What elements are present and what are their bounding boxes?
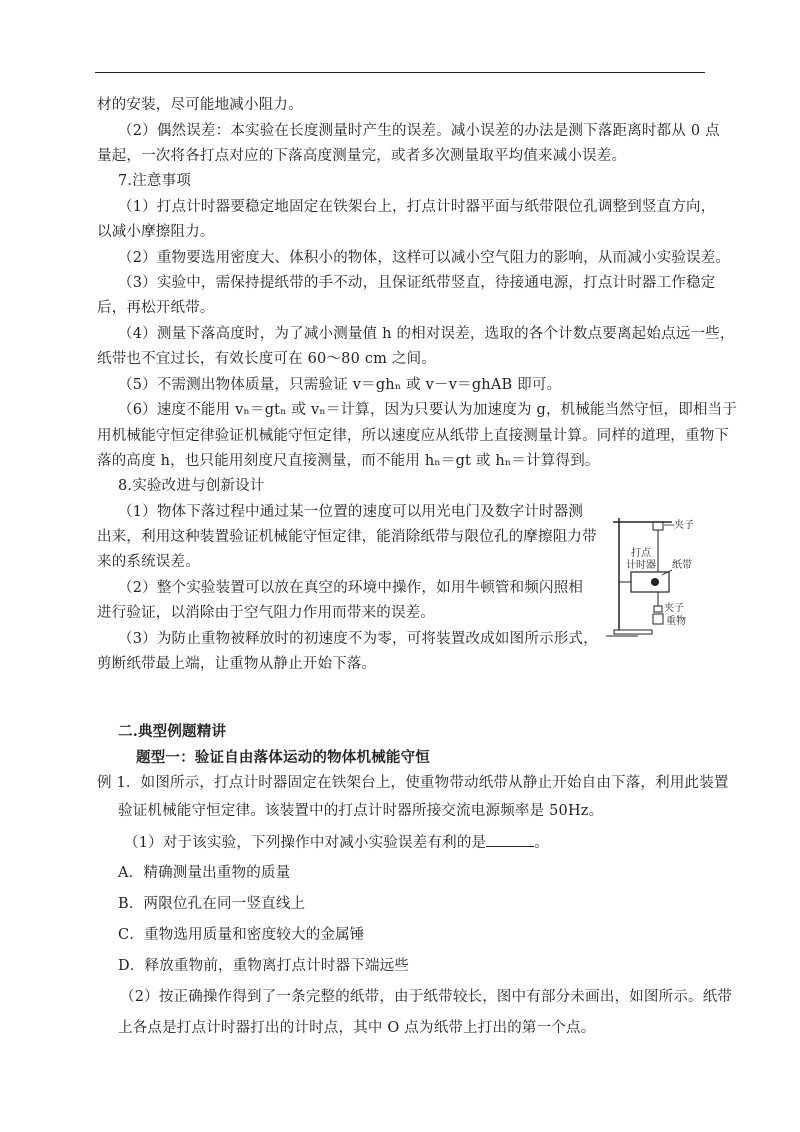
question-2-text: 上各点是打点计时器打出的计时点，其中 O 点为纸带上打出的第一个点。: [118, 1020, 596, 1036]
text-line: 来的系统误差。: [97, 554, 200, 570]
text-line: （2）重物要选用密度大、体积小的物体，这样可以减小空气阻力的影响，从而减小实验误差。: [118, 250, 731, 266]
answer-blank: [486, 832, 534, 847]
apparatus-figure: [598, 510, 710, 638]
weight: [653, 614, 663, 624]
timer-box: [631, 572, 669, 592]
question-1-end: 。: [534, 835, 549, 851]
label-timer: 计时器: [626, 560, 656, 571]
section-title: 二.典型例题精讲: [118, 723, 227, 740]
question-2-text: （2）按正确操作得到了一条完整的纸带，由于纸带较长，图中有部分未画出，如图所示。纸带: [120, 989, 733, 1005]
text-line: 进行验证，以消除由于空气阻力作用而带来的误差。: [97, 605, 436, 621]
text-line: （6）速度不能用 vₙ＝gtₙ 或 vₙ＝计算，因为只要认为加速度为 g，机械能当然守恒，即相当于: [118, 402, 738, 418]
section-heading: 7.注意事项: [118, 173, 192, 189]
label-weight: 重物: [666, 616, 686, 627]
label-clip-bottom: 夹子: [664, 603, 684, 614]
label-timer: 打点: [631, 548, 651, 559]
text-line: （3）实验中，需保持提纸带的手不动，且保证纸带竖直，待接通电源，打点计时器工作稳定: [118, 275, 716, 291]
text-line: （2）整个实验装置可以放在真空的环境中操作，如用牛顿管和频闪照相: [118, 580, 584, 596]
text-line: 用机械能守恒定律验证机械能守恒定律，所以速度应从纸带上直接测量计算。同样的道理，重物下: [97, 428, 730, 444]
option-b: B．两限位孔在同一竖直线上: [118, 896, 306, 912]
label-clip-top: 夹子: [674, 520, 694, 531]
option-a: A．精确测量出重物的质量: [118, 865, 291, 881]
text-line: （1）打点计时器要稳定地固定在铁架台上，打点计时器平面与纸带限位孔调整到竖直方向，: [118, 199, 716, 215]
text-line: （1）物体下落过程中通过某一位置的速度可以用光电门及数字计时器测: [118, 504, 584, 520]
header-rule: [95, 72, 705, 73]
example-text: 验证机械能守恒定律。该装置中的打点计时器所接交流电源频率是 50Hz。: [118, 803, 604, 819]
iron-stand: [606, 518, 672, 636]
text-line: （5）不需测出物体质量，只需验证 v＝ghₙ 或 v－v＝ghAB 即可。: [118, 377, 562, 393]
question-type-title: 题型一：验证自由落体运动的物体机械能守恒: [136, 749, 430, 766]
text-line: 以减小摩擦阻力。: [97, 224, 215, 240]
text-line: （3）为防止重物被释放时的初速度不为零，可将装置改成如图所示形式，: [118, 631, 598, 647]
text-line: （4）测量下落高度时，为了减小测量值 h 的相对误差，选取的各个计数点要离起始点远一些，: [118, 326, 735, 342]
section-heading: 8.实验改进与创新设计: [118, 478, 265, 494]
question-1: [124, 832, 549, 853]
question-1-text: （1）对于该实验，下列操作中对减小实验误差有利的是: [124, 835, 487, 851]
text-line: 材的安装，尽可能地减小阻力。: [97, 97, 303, 113]
option-c: C．重物选用质量和密度较大的金属锤: [118, 927, 365, 943]
option-d: D．释放重物前，重物离打点计时器下端远些: [118, 958, 410, 974]
bottom-clip: [654, 606, 662, 612]
text-line: 量起，一次将各打点对应的下落高度测量完，或者多次测量取平均值来减小误差。: [97, 148, 627, 164]
label-tape: 纸带: [672, 560, 692, 571]
text-line: 纸带也不宜过长，有效长度可在 60～80 cm 之间。: [97, 351, 436, 367]
top-clip: [653, 522, 663, 530]
example-text: 例 1．如图所示，打点计时器固定在铁架台上，使重物带动纸带从静止开始自由下落，利用此装置: [97, 775, 729, 791]
timer-dot: [651, 578, 659, 586]
text-line: 出来，利用这种装置验证机械能守恒定律，能消除纸带与限位孔的摩擦阻力带: [97, 529, 597, 545]
text-line: （2）偶然误差：本实验在长度测量时产生的误差。减小误差的办法是测下落距离时都从 0 点: [118, 123, 720, 139]
text-line: 后，再松开纸带。: [97, 300, 215, 316]
text-line: 落的高度 h，也只能用刻度尺直接测量，而不能用 hₙ＝gt 或 hₙ＝计算得到。: [97, 453, 600, 469]
text-line: 剪断纸带最上端，让重物从静止开始下落。: [97, 656, 377, 672]
